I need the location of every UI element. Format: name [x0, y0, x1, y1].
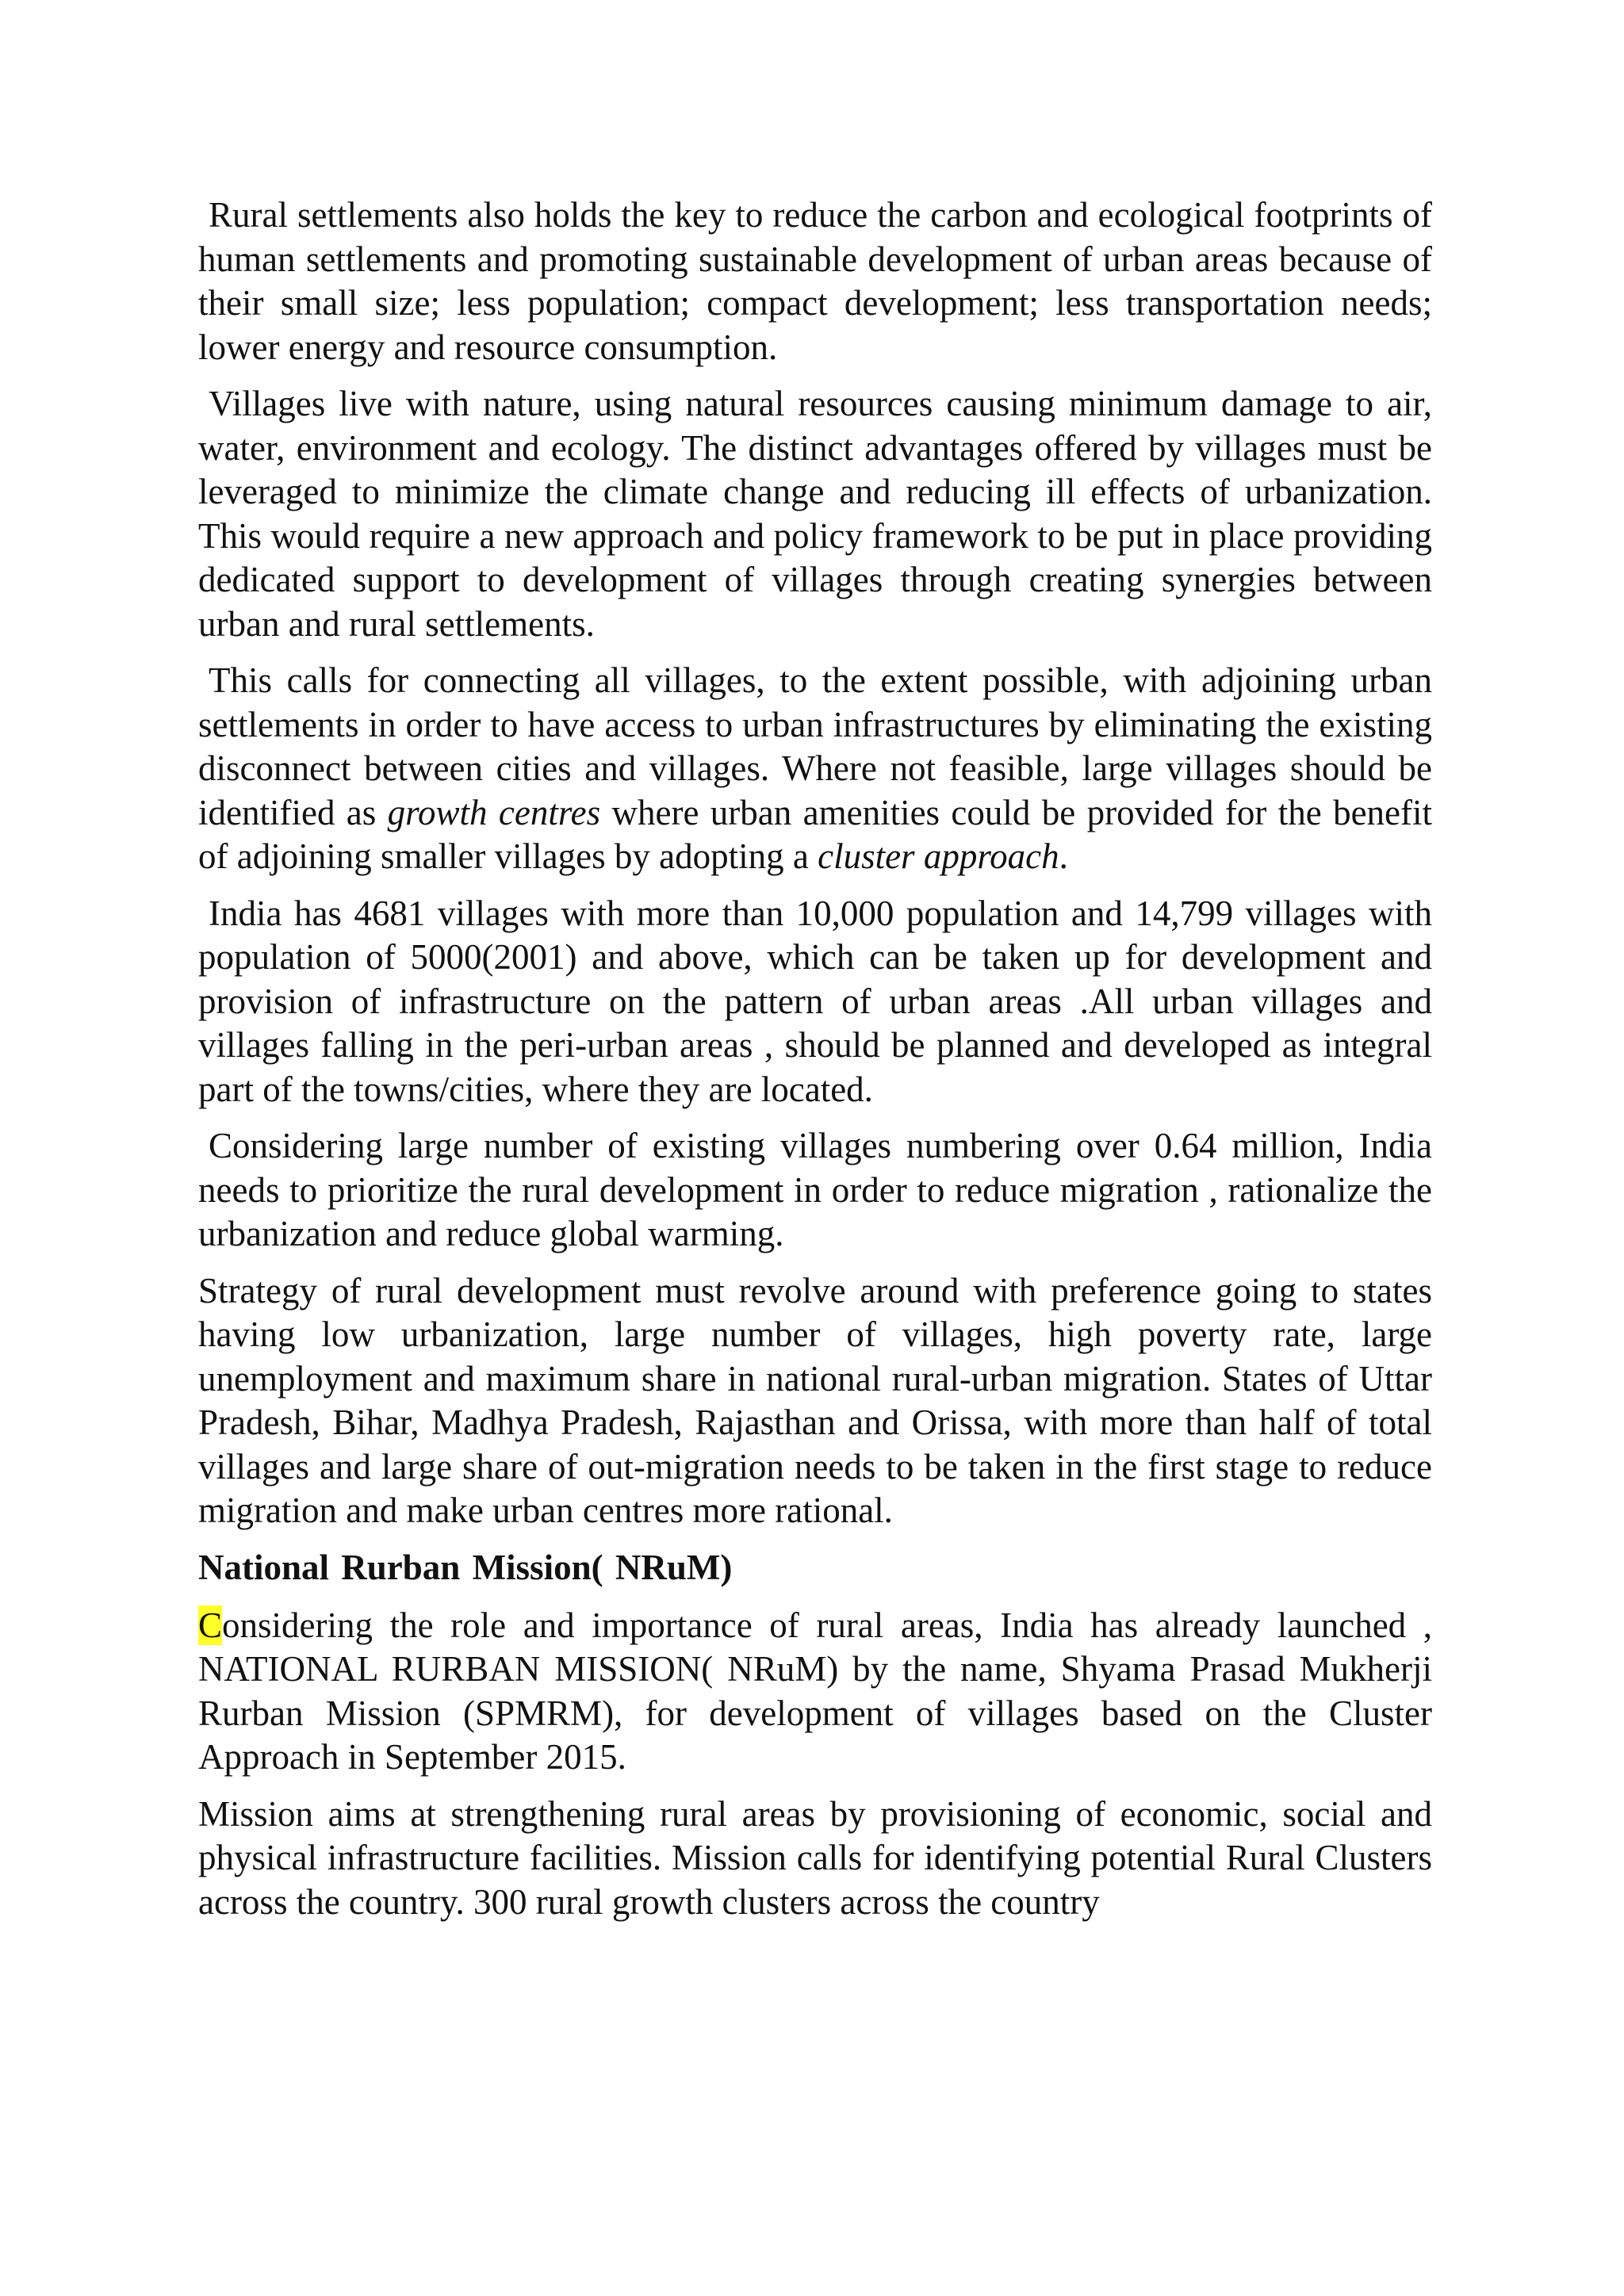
paragraph-text: where urban amenities could be provided for the benefit of adjoining smaller villages by adopting a: [198, 792, 1433, 876]
paragraph-nrum-launch: [198, 1604, 1432, 1780]
paragraph-considering: Considering large number of existing villages numbering over 0.64 million, India needs to prioritize the rural development in order to reduce migration , rationalize the urbanization and reduce global warming.: [198, 1126, 1432, 1253]
paragraph-india-villages: India has 4681 villages with more than 10,000 population and 14,799 villages with population of 5000(2001) and above, which can be taken up for development and provision of infrastructure on the pattern of urban areas .All urban villages and villages falling in the peri-urban areas , should be planned and developed as integral part of the towns/cities, where they are located.: [198, 893, 1432, 1109]
highlighted-letter: C: [198, 1605, 223, 1645]
term-cluster-approach: cluster approach: [818, 836, 1059, 876]
paragraph-strategy: Strategy of rural development must revolve around with preference going to states having low urbanization, large number of villages, high poverty rate, large unemployment and maximum share in national rural-urban migration. States of Uttar Pradesh, Bihar, Madhya Pradesh, Rajasthan and Orissa, with more than half of total villages and large share of out-migration needs to be taken in the first stage to reduce migration and make urban centres more rational.: [198, 1270, 1432, 1530]
section-heading: National Rurban Mission( NRuM): [198, 1547, 733, 1587]
paragraph-text: .: [1059, 836, 1068, 876]
paragraph-text: onsidering the role and importance of rural areas, India has already launched , NATIONAL RURBAN MISSION( NRuM) by the name, Shyama Prasad Mukherji Rurban Mission (SPMRM), for development of villages based on the Cluster Approach in September 2015.: [198, 1605, 1432, 1777]
paragraph-villages-nature: Villages live with nature, using natural resources causing minimum damage to air, water, environment and ecology. The distinct advantages offered by villages must be leveraged to minimize the climate change and reducing ill effects of urbanization. This would require a new approach and policy framework to be put in place providing dedicated support to development of villages through creating synergies between urban and rural settlements.: [198, 384, 1432, 644]
document-body: [198, 193, 1432, 1937]
paragraph-rural-settlements: Rural settlements also holds the key to reduce the carbon and ecological footprints of human settlements and promoting sustainable development of urban areas because of their small size; less population; compact development; less transportation needs; lower energy and resource consumption.: [198, 195, 1432, 367]
paragraph-text: This calls for connecting all villages, to the extent possible, with adjoining urban settlements in order to have access to urban infrastructures by eliminating the existing disconnect between cities and villages. Where not feasible, large villages should be identified as: [198, 660, 1432, 832]
paragraph-mission-aims: Mission aims at strengthening rural areas by provisioning of economic, social and physical infrastructure facilities. Mission calls for identifying potential Rural Clusters across the country. 300 rural growth clusters across the country: [198, 1793, 1432, 1922]
paragraph-connecting-villages: [198, 659, 1432, 879]
term-growth-centres: growth centres: [387, 792, 601, 832]
